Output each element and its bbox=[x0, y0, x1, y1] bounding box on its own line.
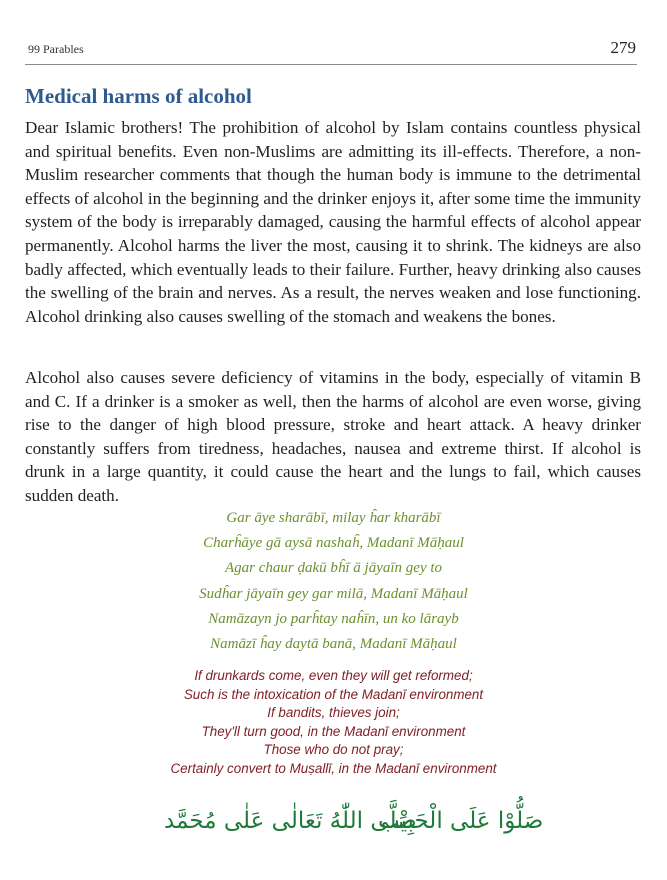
section-heading: Medical harms of alcohol bbox=[25, 84, 252, 108]
body-paragraph: Alcohol also causes severe deficiency of vitamins in the body, especially of vitamin B and C. If a drinker is a smoker as well, then the harms of alcohol are even worse, giving rise to the danger of high blood pressure, stroke and heart attack. A heavy drinker constantly suffers from tiredness, headaches, nausea and extreme thirst. If alcohol is drunk in a large quantity, it could cause the heart and the lungs to fail, which causes sudden death. bbox=[25, 368, 641, 505]
poem-line: Gar āye sharābī, milay ĥar kharābī bbox=[226, 510, 441, 526]
translation-line: Such is the intoxication of the Madanī environment bbox=[183, 686, 484, 702]
poem-line: Sudĥar jāyaīn gey gar milā, Madanī Māḥaul bbox=[199, 585, 468, 602]
poem-line: Namāzī ĥay daytā banā, Madanī Māḥaul bbox=[210, 636, 457, 653]
poem-translation bbox=[0, 667, 667, 778]
poem-line: Namāzayn jo parĥtay naĥīn, un ko lārayb bbox=[208, 610, 459, 627]
book-title: 99 Parables bbox=[28, 42, 84, 56]
poem-line: Agar chaur ḍakū bĥī ā jāyaīn gey to bbox=[224, 560, 443, 577]
translation-line: Certainly convert to Muṣallī, in the Madanī environment bbox=[170, 760, 497, 776]
translation-line: If drunkards come, even they will get reformed; bbox=[194, 668, 473, 683]
salutation-response: صَلَّى اللّٰهُ تَعَالٰى عَلٰى مُحَمَّد bbox=[164, 808, 417, 834]
translation-line: They'll turn good, in the Madanī environment bbox=[201, 723, 466, 739]
translation-line: If bandits, thieves join; bbox=[267, 705, 400, 720]
poem-line: Charĥāye gā aysā nashaĥ, Madanī Māḥaul bbox=[203, 535, 464, 552]
salutations-footer bbox=[0, 808, 667, 848]
page-header bbox=[25, 38, 637, 65]
body-paragraph: Dear Islamic brothers! The prohibition of alcohol by Islam contains countless physical and spiritual benefits. Even non-Muslims are admitting its ill-effects. Therefore, a non-Muslim researcher comments that though the human body is immune to the detrimental effects of alcohol in the beginning and the drinker enjoys it, after some time the immunity system of the body is irreparably damaged, causing the harmful effects of alcohol appear permanently. Alcohol harms the liver the most, causing it to shrink. The kidneys are also badly affected, which eventually leads to their failure. Further, heavy drinking also causes the swelling of the brain and nerves. As a result, the nerves weaken and lose functioning. Alcohol drinking also causes swelling of the stomach and weakens the bones. bbox=[25, 118, 641, 326]
poem-verse bbox=[0, 506, 667, 657]
translation-line: Those who do not pray; bbox=[263, 742, 404, 757]
salutation-call: صَلُّوْا عَلَى الْحَبِيْب bbox=[378, 808, 544, 834]
page-number: 279 bbox=[610, 38, 636, 57]
